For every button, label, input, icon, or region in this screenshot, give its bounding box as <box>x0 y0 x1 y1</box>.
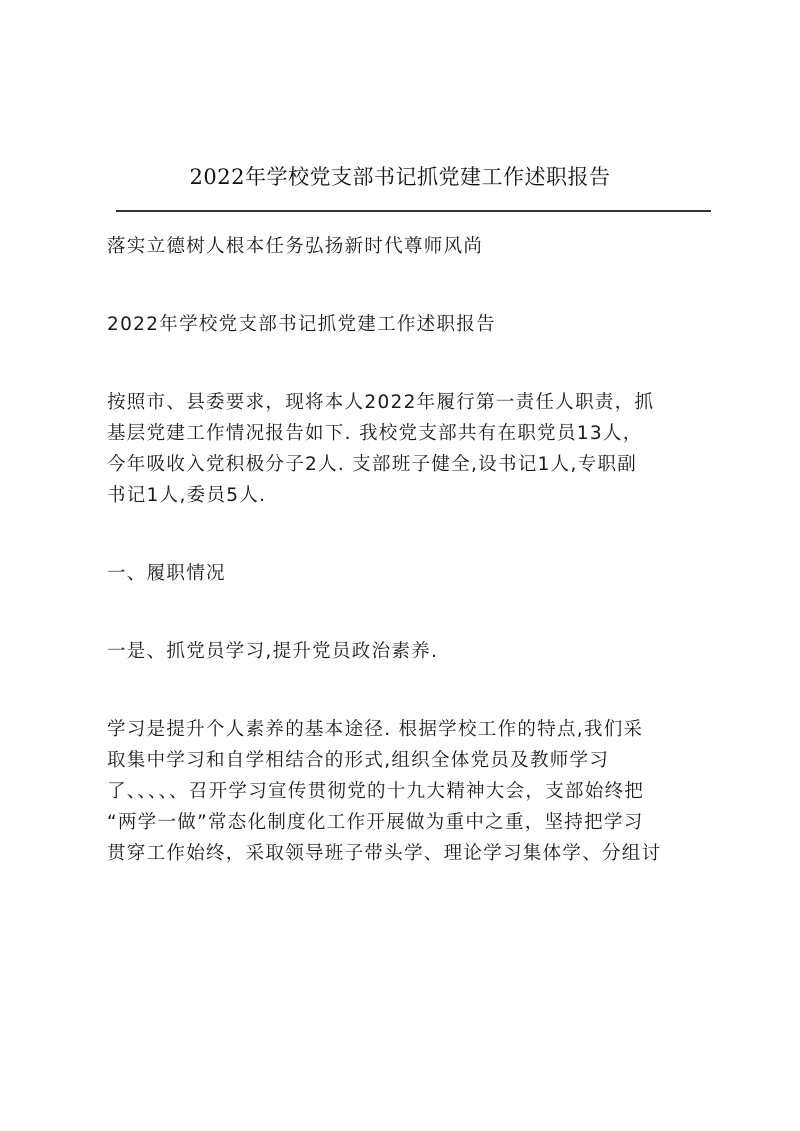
text-line: 贯穿工作始终，采取领导班子带头学、理论学习集体学、分组讨 <box>107 843 662 864</box>
report-heading-paragraph <box>107 309 713 340</box>
text-line: 按照市、县委要求，现将本人2022年履行第一责任人职责，抓 <box>107 392 655 413</box>
document-title: 2022年学校党支部书记抓党建工作述职报告 <box>189 165 611 189</box>
title-divider <box>116 210 711 212</box>
text-line: 今年吸收入党积极分子2人. 支部班子健全,设书记1人,专职副 <box>107 454 638 475</box>
subsection-heading <box>107 636 713 667</box>
text-line: “两学一做”常态化制度化工作开展做为重中之重，坚持把学习 <box>107 812 644 833</box>
text-line: 基层党建工作情况报告如下. 我校党支部共有在职党员13人， <box>107 423 643 444</box>
intro-paragraph <box>107 387 713 511</box>
text-line: 一是、抓党员学习,提升党员政治素养. <box>107 641 439 662</box>
text-line: 一、履职情况 <box>107 563 226 584</box>
text-line: 学习是提升个人素养的基本途径. 根据学校工作的特点,我们采 <box>107 719 644 740</box>
study-paragraph <box>107 714 713 869</box>
text-line: 落实立德树人根本任务弘扬新时代尊师风尚 <box>107 236 484 257</box>
section-heading <box>107 558 713 589</box>
text-line: 2022年学校党支部书记抓党建工作述职报告 <box>107 314 496 335</box>
subtitle-paragraph <box>107 231 713 262</box>
text-line: 取集中学习和自学相结合的形式,组织全体党员及教师学习 <box>107 750 610 771</box>
document-body <box>107 231 713 869</box>
text-line: 书记1人,委员5人. <box>107 485 267 506</box>
text-line: 了、、、、、召开学习宣传贯彻党的十九大精神大会，支部始终把 <box>107 781 645 802</box>
